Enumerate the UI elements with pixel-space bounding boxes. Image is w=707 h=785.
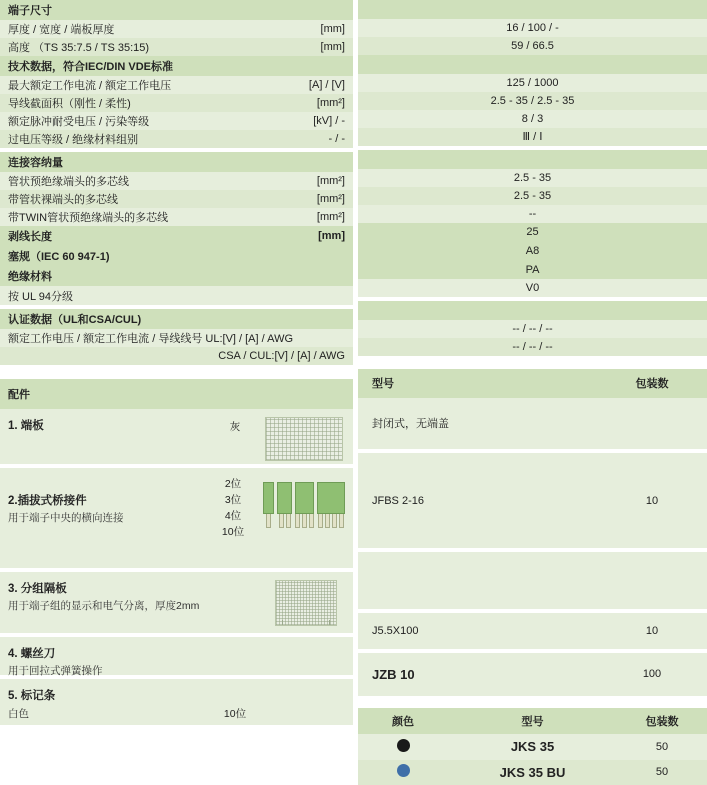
accessory-description: 用于端子组的显示和电气分离，厚度2mm [8,600,200,612]
right-column [358,0,707,785]
color-row-pack: 50 [655,766,669,779]
accessory-description: 用于端子中央的横向连接 [8,512,124,524]
accessory-index-label: 2.插拔式桥接件 [8,495,87,507]
spec-row [0,76,353,94]
section-unit: [mm] [318,230,345,242]
column-header-pack: 包装数 [645,715,679,728]
spacer [0,365,353,379]
accessory-end-plate [0,409,353,464]
accessories-header: 配件 [0,379,353,409]
accessory-index-label: 4. 螺丝刀 [8,648,56,660]
accessory-option: 3位 [224,494,242,506]
color-row-pack: 50 [655,740,669,753]
section-label: 剥线长度 [8,231,52,243]
accessory-pack: 10 [645,494,659,507]
section-title-insulation: 绝缘材料 [0,266,353,286]
spec-value: -- / -- / -- [358,320,707,338]
spec-value: PA [358,260,707,279]
section-title-strip-length [0,226,353,246]
spacer [358,696,707,707]
accessory-option: 2位 [224,478,242,490]
spec-value: 16 / 100 / - [358,19,707,37]
spec-row [0,112,353,130]
accessory-pack: 100 [642,668,662,681]
accessory-type: JZB 10 [372,666,415,682]
spec-unit: [mm] [320,23,345,35]
accessory-row-end-plate [358,398,707,450]
spec-row [0,190,353,208]
spec-label: 最大额定工作电流 / 额定工作电压 [8,80,172,92]
color-row-type: JKS 35 [510,739,555,755]
spec-value: 8 / 3 [358,110,707,128]
accessory-row-bridge-connector [358,453,707,548]
color-swatch-blue [358,764,448,780]
section-title-approvals: 认证数据（UL和CSA/CUL) [0,309,353,329]
spec-value: A8 [358,241,707,260]
spec-unit: [mm²] [316,97,345,109]
column-header-type: 型号 [521,715,544,728]
value-spacer [358,55,707,74]
color-swatch-black [358,739,448,755]
spec-value: 2.5 - 35 [358,169,707,187]
accessory-option: 10位 [223,708,247,720]
accessory-bridge-connector [0,468,353,568]
spec-unit: [mm²] [316,193,345,205]
accessory-color-label: 灰 [229,421,241,433]
spec-value: 2.5 - 35 / 2.5 - 35 [358,92,707,110]
accessory-row-screwdriver [358,613,707,649]
section-title-dimensions: 端子尺寸 [0,0,353,20]
color-row-type: JKS 35 BU [499,764,566,780]
spec-value: -- / -- / -- [358,338,707,356]
spec-value: 59 / 66.5 [358,37,707,55]
column-header-color: 颜色 [392,715,414,728]
accessory-type: J5.5X100 [372,624,419,637]
spec-value: 125 / 1000 [358,74,707,92]
accessory-type: JFBS 2-16 [372,494,424,507]
accessory-index-label: 1. 端板 [8,420,44,432]
accessory-type: 封闭式，无端盖 [372,418,449,431]
separator-plate-icon [275,580,345,620]
section-title-connection: 连接容纳量 [0,152,353,172]
spec-value: V0 [358,279,707,297]
spec-label: 额定工作电压 / 额定工作电流 / 导线线号 UL:[V] / [A] / AWG [8,333,294,345]
spec-unit: [mm²] [316,175,345,187]
column-header-pack: 包装数 [635,378,669,391]
section-title-gauge: 塞规（IEC 60 947-1) [0,246,353,266]
value-spacer [358,301,707,320]
accessory-option: 10位 [221,526,245,538]
spec-value: 25 [358,223,707,242]
spec-unit: - / - [328,133,345,145]
spec-label: 额定脉冲耐受电压 / 污染等级 [8,116,150,128]
spec-unit: [mm²] [316,211,345,223]
spec-row [0,208,353,226]
value-spacer [358,150,707,169]
spec-row [0,94,353,112]
accessory-color-label: 白色 [8,708,29,720]
spec-label: 过电压等级 / 绝缘材料组别 [8,134,139,146]
accessory-separator-plate [0,572,353,633]
spec-unit: [mm] [320,41,345,53]
accessory-index-label: 5. 标记条 [8,690,56,702]
spec-label: 厚度 / 宽度 / 端板厚度 [8,24,115,36]
spec-row [0,329,353,347]
spec-row [0,172,353,190]
spec-row [0,38,353,56]
spec-unit: [kV] / - [313,115,345,127]
color-table-row [358,760,707,785]
accessory-row-marker-strip [358,653,707,696]
spec-value: Ⅲ / Ⅰ [358,128,707,146]
accessory-index-label: 3. 分组隔板 [8,583,67,595]
accessories-table-header [358,369,707,397]
column-header-type: 型号 [372,378,394,391]
accessory-description: 用于回拉式弹簧操作 [8,665,103,677]
spec-label: 导线截面积（刚性 / 柔性) [8,98,131,110]
left-column [0,0,353,785]
spec-row [0,130,353,148]
accessory-marker-strip [0,679,353,725]
color-table-header [358,708,707,734]
bridge-connector-icon [263,476,345,546]
spec-label: CSA / CUL:[V] / [A] / AWG [218,350,345,362]
color-table-row [358,734,707,760]
accessory-row-separator-plate [358,552,707,610]
spec-row [0,20,353,38]
value-spacer [358,0,707,19]
accessory-option: 4位 [224,510,242,522]
spec-value: 2.5 - 35 [358,187,707,205]
spec-row [0,347,353,365]
spec-value: -- [358,205,707,223]
section-title-technical: 技术数据，符合IEC/DIN VDE标准 [0,56,353,76]
spec-label: 带TWIN管状预绝缘端头的多芯线 [8,212,169,224]
spec-unit: [A] / [V] [308,79,345,91]
spec-label: 带管状裸端头的多芯线 [8,194,118,206]
spec-row [0,286,353,305]
spec-label: 高度 （TS 35:7.5 / TS 35:15) [8,42,150,54]
end-plate-icon [265,417,345,457]
spec-label: 管状预绝缘端头的多芯线 [8,176,129,188]
accessory-pack: 10 [645,624,659,637]
spec-label: 按 UL 94分级 [8,290,74,303]
accessory-screwdriver [0,637,353,675]
spacer [358,356,707,369]
